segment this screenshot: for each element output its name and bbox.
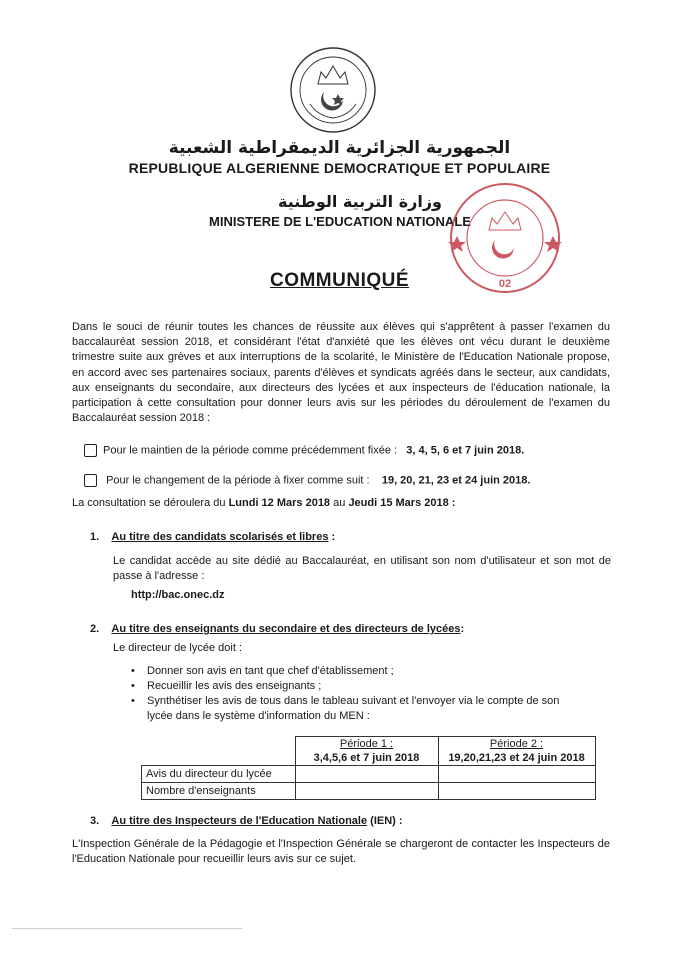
- bac-url-link[interactable]: http://bac.onec.dz: [131, 589, 225, 601]
- stamp-number: 02: [498, 278, 512, 290]
- option-change: [84, 474, 530, 487]
- consultation-prefix: La consultation se déroulera du: [72, 497, 226, 509]
- intro-paragraph: Dans le souci de réunir toutes les chances de réussite aux élèves qui s'apprêtent à passer l'examen du baccalauréat session 2018, et considérant l'état d'anxiété que les élèves ont vécu durant le deuxième trimestre suite aux grèves et aux interruptions de la scolarité, le Ministère de l'Education Nationale propose, en accord avec ses partenaires sociaux, parents d'élèves et syndicats agréés dans le secteur, aux candidats, aux enseignants du secondaire, aux directeurs des lycées et aux inspecteurs de l'éducation nationale, la participation à cette consultation pour donner leurs avis sur les périodes du déroulement de l'examen du Baccalauréat session 2018 :: [72, 321, 610, 425]
- option-change-checkbox[interactable]: [84, 474, 97, 487]
- section-2-number: 2.: [90, 623, 100, 635]
- bullet-item: • Synthétiser les avis de tous dans le tableau suivant et l'envoyer via le compte de son lycée dans le système d'information du MEN :: [131, 695, 560, 722]
- consultation-table: [141, 736, 596, 800]
- option-change-label: Pour le changement de la période à fixer comme suit :: [106, 474, 370, 487]
- arabic-ministry-title: وزارة التربية الوطنية: [277, 192, 442, 211]
- page-title: COMMUNIQUÉ: [269, 270, 410, 291]
- consultation-dates: [72, 497, 455, 509]
- table-cell-input[interactable]: [295, 766, 438, 783]
- section-1-title: Au titre des candidats scolarisés et libres: [111, 531, 329, 543]
- table-cell-input[interactable]: [438, 766, 595, 783]
- section-2-heading: [90, 623, 464, 635]
- table-row-label: Nombre d'enseignants: [142, 783, 296, 800]
- bullet-item: • Donner son avis en tant que chef d'établissement ;: [131, 665, 394, 677]
- bullet-dot: •: [131, 680, 135, 692]
- bullet-dot: •: [131, 665, 135, 677]
- table-cell-input[interactable]: [295, 783, 438, 800]
- table-row: [142, 766, 596, 783]
- section-1-text: Le candidat accède au site dédié au Baccalauréat, en utilisant son nom d'utilisateur et son mot de passe à l'adresse :: [113, 555, 611, 583]
- table-header-period-2: Période 2 : 19,20,21,23 et 24 juin 2018: [438, 737, 595, 766]
- table-row-label: Avis du directeur du lycée: [142, 766, 296, 783]
- ministry-title: MINISTERE DE L'EDUCATION NATIONALE: [209, 214, 471, 229]
- section-1-suffix: :: [328, 531, 336, 543]
- section-3-suffix: (IEN) :: [367, 815, 403, 827]
- section-3-text: L'Inspection Générale de la Pédagogie et l'Inspection Générale se chargeront de contacter les Inspecteurs de l'Education Nationale pour recueillir leurs avis sur ce sujet.: [72, 838, 610, 866]
- republic-title: REPUBLIQUE ALGERIENNE DEMOCRATIQUE ET POPULAIRE: [128, 160, 551, 176]
- option-maintain-dates: 3, 4, 5, 6 et 7 juin 2018.: [406, 444, 525, 457]
- table-row: [142, 783, 596, 800]
- national-emblem-seal: [288, 44, 378, 138]
- section-1-heading: [90, 531, 335, 543]
- arabic-republic-title: الجمهورية الجزائرية الديمقراطية الشعبية: [168, 138, 511, 158]
- section-2-intro: Le directeur de lycée doit :: [113, 642, 243, 654]
- footer-divider: [12, 928, 242, 929]
- table-cell-input[interactable]: [438, 783, 595, 800]
- table-empty-corner: [142, 737, 296, 766]
- consultation-end: Jeudi 15 Mars 2018 :: [348, 497, 456, 509]
- table-header-period-1: Période 1 : 3,4,5,6 et 7 juin 2018: [295, 737, 438, 766]
- option-change-dates: 19, 20, 21, 23 et 24 juin 2018.: [381, 474, 531, 487]
- bullet-item: • Recueillir les avis des enseignants ;: [131, 680, 322, 692]
- section-2-title: Au titre des enseignants du secondaire et des directeurs de lycées: [111, 623, 461, 635]
- section-3-heading: [90, 815, 403, 827]
- option-maintain-checkbox[interactable]: [84, 444, 97, 457]
- bullet-dot: •: [131, 695, 135, 707]
- section-3-title: Au titre des Inspecteurs de l'Education Nationale: [111, 815, 368, 827]
- option-maintain: [84, 444, 524, 457]
- section-1-number: 1.: [90, 531, 100, 543]
- section-2-suffix: :: [460, 623, 465, 635]
- option-maintain-label: Pour le maintien de la période comme précédemment fixée :: [103, 444, 398, 457]
- consultation-start: Lundi 12 Mars 2018: [228, 497, 331, 509]
- consultation-middle: au: [333, 497, 346, 509]
- section-3-number: 3.: [90, 815, 100, 827]
